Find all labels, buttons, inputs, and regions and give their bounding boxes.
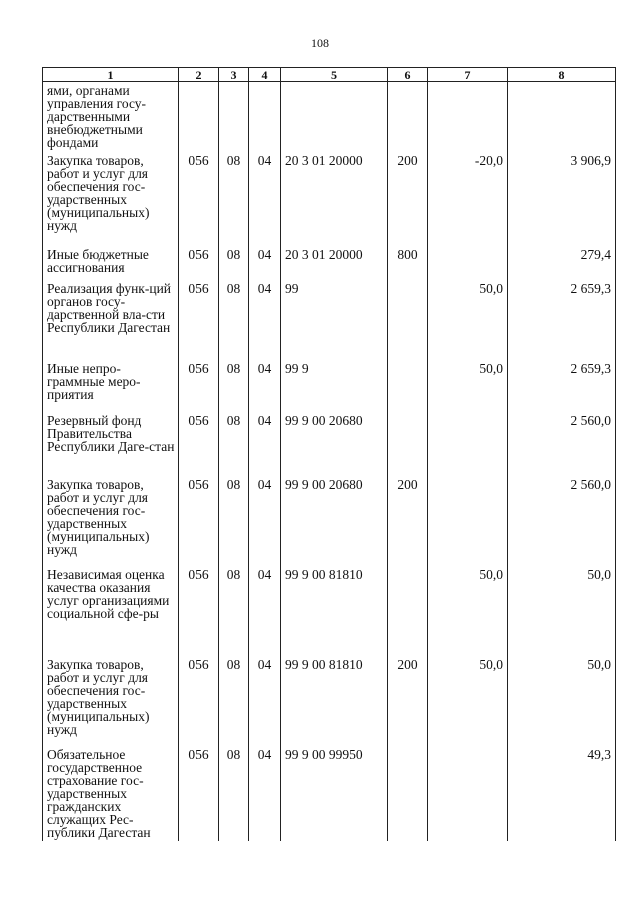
- expense-type-cell: 200: [388, 476, 428, 566]
- page-number: 108: [311, 36, 329, 50]
- total-amount-cell: [508, 82, 616, 152]
- target-article-cell: 99 9 00 20680: [281, 412, 388, 476]
- expense-type-cell: 200: [388, 152, 428, 246]
- change-amount-cell: 50,0: [428, 360, 508, 412]
- code-cell: 056: [179, 566, 219, 656]
- target-article-cell: 99: [281, 280, 388, 360]
- code-cell: 056: [179, 656, 219, 746]
- row-name-cell: Закупка товаров, работ и услуг для обеспечения гос-ударственных (муниципальных) нужд: [43, 656, 179, 746]
- column-header: 8: [508, 68, 616, 82]
- expense-type-cell: [388, 746, 428, 841]
- code-cell: 056: [179, 360, 219, 412]
- target-article-cell: 99 9 00 81810: [281, 656, 388, 746]
- subsection-cell: [249, 82, 281, 152]
- table-row: [43, 360, 616, 412]
- table-row: [43, 246, 616, 280]
- total-amount-cell: 2 659,3: [508, 360, 616, 412]
- total-amount-cell: 49,3: [508, 746, 616, 841]
- change-amount-cell: [428, 246, 508, 280]
- table-row: [43, 656, 616, 746]
- subsection-cell: 04: [249, 476, 281, 566]
- subsection-cell: 04: [249, 656, 281, 746]
- expense-type-cell: [388, 82, 428, 152]
- row-name-cell: Реализация функ-ций органов госу-дарственной вла-сти Республики Дагестан: [43, 280, 179, 360]
- expense-type-cell: [388, 566, 428, 656]
- subsection-cell: 04: [249, 152, 281, 246]
- total-amount-cell: 2 560,0: [508, 412, 616, 476]
- table-row: [43, 412, 616, 476]
- subsection-cell: 04: [249, 746, 281, 841]
- column-header: 3: [219, 68, 249, 82]
- target-article-cell: 20 3 01 20000: [281, 246, 388, 280]
- expense-type-cell: [388, 360, 428, 412]
- change-amount-cell: [428, 476, 508, 566]
- section-cell: 08: [219, 412, 249, 476]
- expense-type-cell: [388, 412, 428, 476]
- section-cell: 08: [219, 360, 249, 412]
- code-cell: 056: [179, 746, 219, 841]
- column-header: 4: [249, 68, 281, 82]
- table-row: [43, 82, 616, 152]
- change-amount-cell: [428, 746, 508, 841]
- change-amount-cell: 50,0: [428, 280, 508, 360]
- section-cell: 08: [219, 746, 249, 841]
- column-header: 7: [428, 68, 508, 82]
- row-name-cell: Обязательное государственное страхование гос-ударственных гражданских служащих Рес-публики Дагестан: [43, 746, 179, 841]
- row-name-cell: Независимая оценка качества оказания услуг организациями социальной сфе-ры: [43, 566, 179, 656]
- code-cell: 056: [179, 280, 219, 360]
- table-row: [43, 476, 616, 566]
- column-header: 6: [388, 68, 428, 82]
- row-name-cell: Закупка товаров, работ и услуг для обеспечения гос-ударственных (муниципальных) нужд: [43, 476, 179, 566]
- change-amount-cell: [428, 412, 508, 476]
- expense-type-cell: 800: [388, 246, 428, 280]
- table-body: [43, 82, 616, 841]
- subsection-cell: 04: [249, 566, 281, 656]
- target-article-cell: 99 9: [281, 360, 388, 412]
- total-amount-cell: 50,0: [508, 656, 616, 746]
- change-amount-cell: -20,0: [428, 152, 508, 246]
- subsection-cell: 04: [249, 246, 281, 280]
- table-row: [43, 746, 616, 841]
- code-cell: [179, 82, 219, 152]
- column-header: 5: [281, 68, 388, 82]
- table-row: [43, 566, 616, 656]
- table-row: [43, 152, 616, 246]
- target-article-cell: 99 9 00 20680: [281, 476, 388, 566]
- section-cell: 08: [219, 476, 249, 566]
- code-cell: 056: [179, 246, 219, 280]
- table-row: [43, 280, 616, 360]
- section-cell: 08: [219, 152, 249, 246]
- section-cell: 08: [219, 280, 249, 360]
- column-header: 1: [43, 68, 179, 82]
- expense-type-cell: [388, 280, 428, 360]
- subsection-cell: 04: [249, 280, 281, 360]
- total-amount-cell: 2 560,0: [508, 476, 616, 566]
- code-cell: 056: [179, 152, 219, 246]
- total-amount-cell: 2 659,3: [508, 280, 616, 360]
- code-cell: 056: [179, 412, 219, 476]
- row-name-cell: Иные бюджетные ассигнования: [43, 246, 179, 280]
- target-article-cell: 20 3 01 20000: [281, 152, 388, 246]
- section-cell: 08: [219, 566, 249, 656]
- total-amount-cell: 3 906,9: [508, 152, 616, 246]
- expense-type-cell: 200: [388, 656, 428, 746]
- code-cell: 056: [179, 476, 219, 566]
- row-name-cell: Закупка товаров, работ и услуг для обеспечения гос-ударственных (муниципальных) нужд: [43, 152, 179, 246]
- total-amount-cell: 279,4: [508, 246, 616, 280]
- change-amount-cell: [428, 82, 508, 152]
- row-name-cell: ями, органами управления госу-дарственными внебюджетными фондами: [43, 82, 179, 152]
- section-cell: 08: [219, 656, 249, 746]
- column-header: 2: [179, 68, 219, 82]
- target-article-cell: [281, 82, 388, 152]
- change-amount-cell: 50,0: [428, 656, 508, 746]
- row-name-cell: Иные непро-граммные меро-приятия: [43, 360, 179, 412]
- row-name-cell: Резервный фонд Правительства Республики Даге-стан: [43, 412, 179, 476]
- change-amount-cell: 50,0: [428, 566, 508, 656]
- subsection-cell: 04: [249, 412, 281, 476]
- target-article-cell: 99 9 00 81810: [281, 566, 388, 656]
- table-header-row: [43, 68, 616, 82]
- section-cell: [219, 82, 249, 152]
- subsection-cell: 04: [249, 360, 281, 412]
- target-article-cell: 99 9 00 99950: [281, 746, 388, 841]
- budget-table: [42, 67, 616, 841]
- total-amount-cell: 50,0: [508, 566, 616, 656]
- section-cell: 08: [219, 246, 249, 280]
